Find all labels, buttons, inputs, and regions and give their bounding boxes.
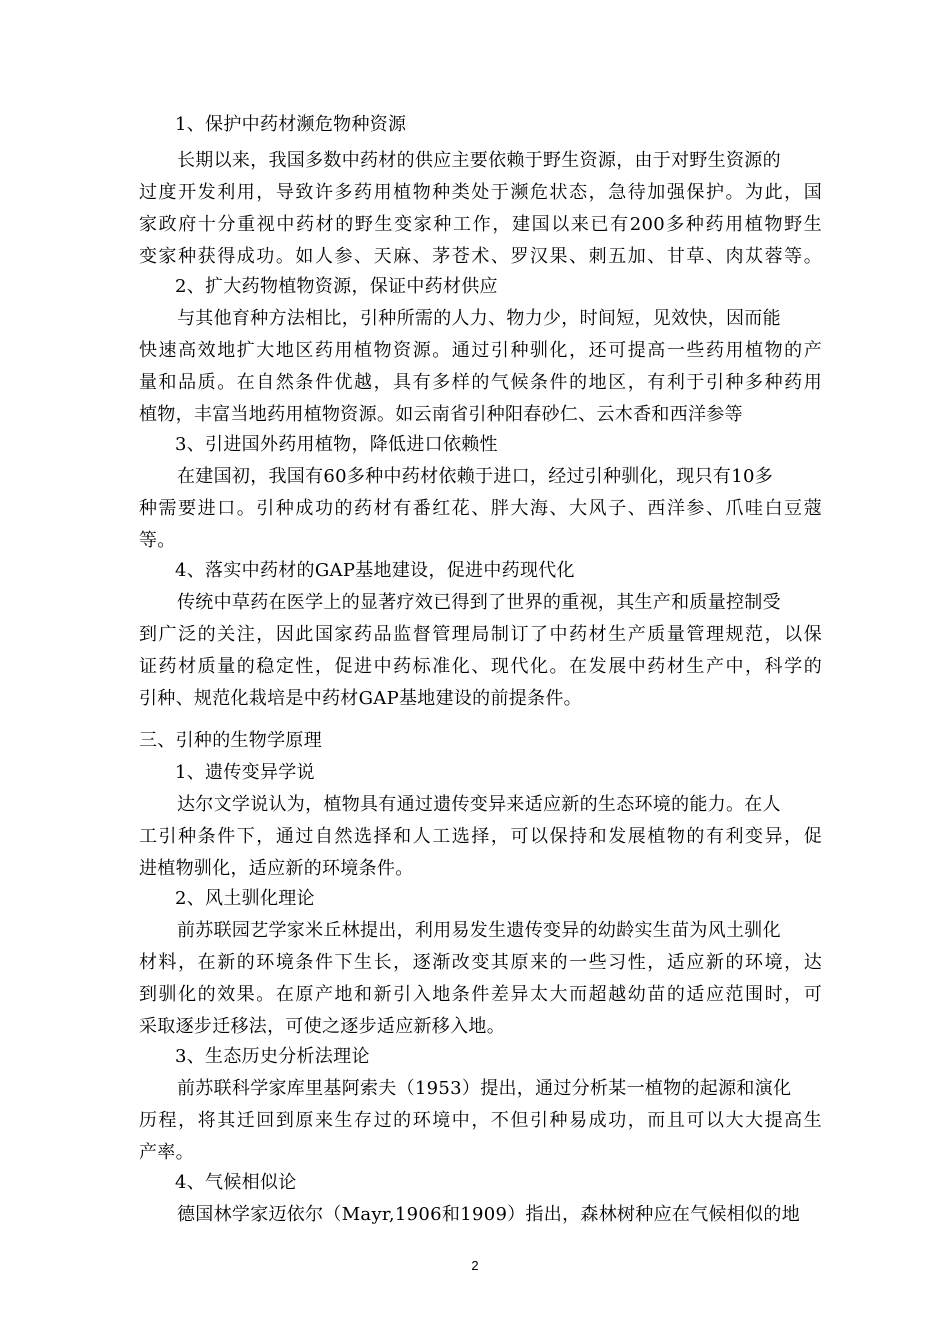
paragraph-line: 长期以来，我国多数中药材的供应主要依赖于野生资源，由于对野生资源的 — [177, 150, 781, 171]
paragraph-line: 前苏联科学家库里基阿索夫（1953）提出，通过分析某一植物的起源和演化 — [177, 1078, 792, 1099]
heading-protect-endangered: 1、保护中药材濒危物种资源 — [175, 114, 407, 135]
paragraph-line: 德国林学家迈依尔（Mayr,1906和1909）指出，森林树种应在气候相似的地 — [177, 1204, 800, 1225]
paragraph-line: 材料，在新的环境条件下生长，逐渐改变其原来的一些习性，适应新的环境，达 — [139, 952, 822, 973]
paragraph-line: 植物，丰富当地药用植物资源。如云南省引种阳春砂仁、云木香和西洋参等 — [139, 404, 743, 425]
paragraph-line: 达尔文学说认为，植物具有通过遗传变异来适应新的生态环境的能力。在人 — [177, 794, 781, 815]
paragraph-line: 与其他育种方法相比，引种所需的人力、物力少，时间短，见效快，因而能 — [177, 308, 781, 329]
heading-gap-base: 4、落实中药材的GAP基地建设，促进中药现代化 — [175, 560, 575, 581]
paragraph-line: 进植物驯化，适应新的环境条件。 — [139, 858, 414, 879]
paragraph-line: 到广泛的关注，因此国家药品监督管理局制订了中药材生产质量管理规范，以保 — [139, 624, 822, 645]
heading-ecological-history: 3、生态历史分析法理论 — [175, 1046, 370, 1067]
paragraph-line: 产率。 — [139, 1142, 194, 1163]
paragraph-line: 到驯化的效果。在原产地和新引入地条件差异太大而超越幼苗的适应范围时，可 — [139, 984, 822, 1005]
section-heading-biology-principles: 三、引种的生物学原理 — [139, 730, 322, 751]
paragraph-line: 量和品质。在自然条件优越，具有多样的气候条件的地区，有利于引种多种药用 — [139, 372, 822, 393]
paragraph-line: 前苏联园艺学家米丘林提出，利用易发生遗传变异的幼龄实生苗为风土驯化 — [177, 920, 781, 941]
paragraph-line: 变家种获得成功。如人参、天麻、茅苍术、罗汉果、刺五加、甘草、肉苁蓉等。 — [139, 246, 822, 267]
paragraph-line: 快速高效地扩大地区药用植物资源。通过引种驯化，还可提高一些药用植物的产 — [139, 340, 822, 361]
paragraph-line: 种需要进口。引种成功的药材有番红花、胖大海、大风子、西洋参、爪哇白豆蔻 — [139, 498, 822, 519]
heading-genetic-variation: 1、遗传变异学说 — [175, 762, 315, 783]
paragraph-line: 过度开发利用，导致许多药用植物种类处于濒危状态，急待加强保护。为此，国 — [139, 182, 822, 203]
heading-climate-similarity: 4、气候相似论 — [175, 1172, 297, 1193]
paragraph-line: 家政府十分重视中药材的野生变家种工作，建国以来已有200多种药用植物野生 — [139, 214, 822, 235]
paragraph-line: 采取逐步迁移法，可使之逐步适应新移入地。 — [139, 1016, 505, 1037]
paragraph-line: 工引种条件下，通过自然选择和人工选择，可以保持和发展植物的有利变异，促 — [139, 826, 822, 847]
heading-expand-resources: 2、扩大药物植物资源，保证中药材供应 — [175, 276, 498, 297]
paragraph-line: 历程，将其迁回到原来生存过的环境中，不但引种易成功，而且可以大大提高生 — [139, 1110, 822, 1131]
paragraph-line: 传统中草药在医学上的显著疗效已得到了世界的重视，其生产和质量控制受 — [177, 592, 781, 613]
paragraph-line: 等。 — [139, 530, 176, 551]
heading-import-plants: 3、引进国外药用植物，降低进口依赖性 — [175, 434, 498, 455]
paragraph-line: 证药材质量的稳定性，促进中药标准化、现代化。在发展中药材生产中，科学的 — [139, 656, 822, 677]
heading-acclimatization: 2、风土驯化理论 — [175, 888, 315, 909]
paragraph-line: 在建国初，我国有60多种中药材依赖于进口，经过引种驯化，现只有10多 — [177, 466, 774, 487]
paragraph-line: 引种、规范化栽培是中药材GAP基地建设的前提条件。 — [139, 688, 582, 709]
page-number: 2 — [471, 1258, 479, 1273]
